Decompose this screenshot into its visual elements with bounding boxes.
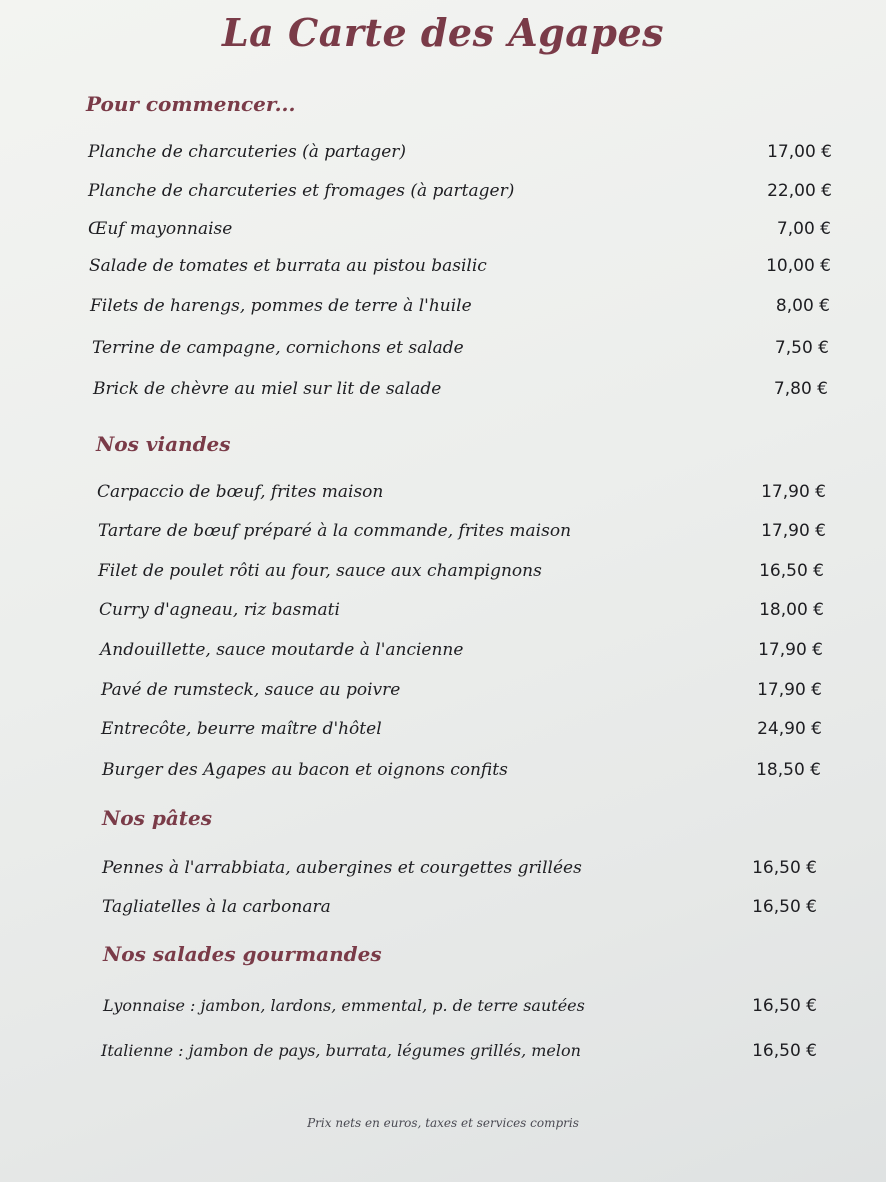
item-name: Brick de chèvre au miel sur lit de salade xyxy=(93,379,442,399)
menu-item xyxy=(98,517,826,545)
menu-item xyxy=(101,676,822,704)
item-name: Burger des Agapes au bacon et oignons confits xyxy=(102,760,508,780)
menu-item xyxy=(88,215,831,243)
item-price: 18,00 € xyxy=(759,600,824,620)
menu-item xyxy=(89,252,831,280)
item-name: Planche de charcuteries (à partager) xyxy=(88,142,407,162)
menu-item xyxy=(102,854,817,882)
menu-item xyxy=(88,138,832,166)
item-name: Tartare de bœuf préparé à la commande, frites maison xyxy=(98,521,572,541)
item-name: Carpaccio de bœuf, frites maison xyxy=(97,482,384,502)
item-name: Terrine de campagne, cornichons et salade xyxy=(92,338,464,358)
item-price: 7,80 € xyxy=(773,379,828,399)
item-price: 16,50 € xyxy=(752,897,817,917)
section-title-starters: Pour commencer... xyxy=(86,92,296,116)
item-price: 17,90 € xyxy=(758,640,823,660)
menu-item xyxy=(101,715,822,743)
item-name: Italienne : jambon de pays, burrata, légumes grillés, melon xyxy=(101,1041,581,1060)
item-price: 17,90 € xyxy=(757,680,822,700)
item-price: 22,00 € xyxy=(767,181,832,201)
item-price: 17,90 € xyxy=(761,521,826,541)
item-name: Salade de tomates et burrata au pistou basilic xyxy=(89,256,487,276)
menu-item xyxy=(98,557,824,585)
menu-item xyxy=(97,478,826,506)
item-price: 16,50 € xyxy=(752,1041,817,1061)
menu-item xyxy=(99,596,824,624)
item-name: Andouillette, sauce moutarde à l'ancienne xyxy=(100,640,464,660)
item-price: 24,90 € xyxy=(757,719,822,739)
section-title-salads: Nos salades gourmandes xyxy=(103,942,382,966)
item-name: Planche de charcuteries et fromages (à partager) xyxy=(88,181,515,201)
item-price: 16,50 € xyxy=(752,996,817,1016)
item-name: Lyonnaise : jambon, lardons, emmental, p. de terre sautées xyxy=(103,996,585,1015)
footer-note: Prix nets en euros, taxes et services compris xyxy=(307,1116,579,1130)
menu-title: La Carte des Agapes xyxy=(221,10,665,55)
item-name: Entrecôte, beurre maître d'hôtel xyxy=(101,719,382,739)
item-price: 7,00 € xyxy=(776,219,831,239)
item-price: 18,50 € xyxy=(756,760,821,780)
item-name: Pennes à l'arrabbiata, aubergines et courgettes grillées xyxy=(102,858,582,878)
item-price: 16,50 € xyxy=(759,561,824,581)
section-title-meats: Nos viandes xyxy=(96,432,231,456)
item-name: Filet de poulet rôti au four, sauce aux champignons xyxy=(98,561,542,581)
menu-item xyxy=(103,992,817,1020)
item-name: Œuf mayonnaise xyxy=(88,219,233,239)
item-price: 7,50 € xyxy=(774,338,829,358)
menu-item xyxy=(88,177,832,205)
item-price: 16,50 € xyxy=(752,858,817,878)
item-price: 17,90 € xyxy=(761,482,826,502)
menu-item xyxy=(92,334,829,362)
item-name: Pavé de rumsteck, sauce au poivre xyxy=(101,680,401,700)
menu-item xyxy=(102,756,821,784)
item-name: Filets de harengs, pommes de terre à l'huile xyxy=(90,296,472,316)
item-price: 17,00 € xyxy=(767,142,832,162)
menu-item xyxy=(102,893,817,921)
menu-item xyxy=(93,375,828,403)
item-price: 8,00 € xyxy=(775,296,830,316)
item-name: Curry d'agneau, riz basmati xyxy=(99,600,340,620)
menu-item xyxy=(101,1037,817,1065)
section-title-pasta: Nos pâtes xyxy=(102,806,213,830)
menu-item xyxy=(90,292,830,320)
menu-item xyxy=(100,636,823,664)
item-name: Tagliatelles à la carbonara xyxy=(102,897,331,917)
item-price: 10,00 € xyxy=(766,256,831,276)
